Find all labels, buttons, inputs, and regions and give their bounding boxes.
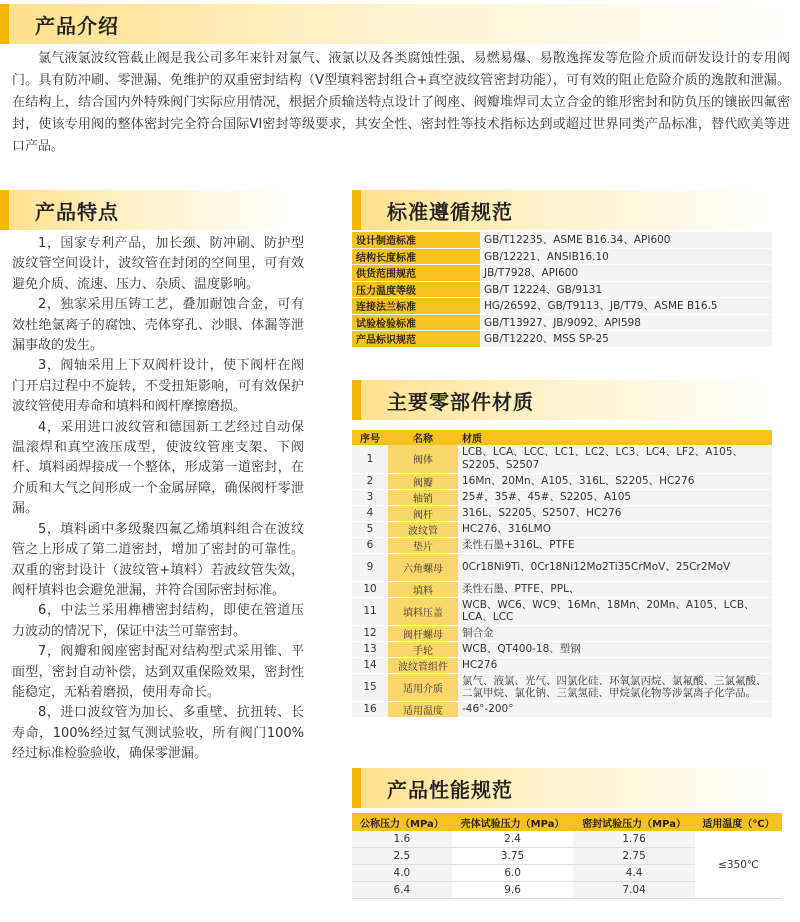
table-row — [352, 281, 772, 298]
table-row — [352, 537, 772, 553]
perf-cell: 6.4 — [352, 882, 452, 899]
section-title: 产品特点 — [35, 199, 119, 224]
table-row — [352, 489, 772, 505]
part-name: 适用介质 — [388, 673, 458, 701]
perf-cell: 2.4 — [452, 831, 574, 848]
part-material: LCB、LCA、LCC、LC1、LC2、LC3、LC4、LF2、A105、S2205、S2507 — [458, 445, 772, 473]
intro-paragraph: 氯气液氯波纹管截止阀是我公司多年来针对氯气、液氯以及各类腐蚀性强、易燃易爆、易散逸挥发等危险介质而研发设计的专用阀门。具有防冲刷、零泄漏、免维护的双重密封结构（V型填料密封组合+真空波纹管密封功能），可有效的阻止危险介质的逸散和泄漏。在结构上，结合国内外特殊阀门实际应用情况，根据介质输送特点设计了阀座、阀瓣堆焊司太立合金的锥形密封和防负压的镶嵌四氟密封，使该专用阀的整体密封完全符合国际VI密封等级要求，其安全性、密封性等技术指标达到或超过世界同类产品标准，替代欧美等进口产品。 — [12, 51, 790, 154]
feature-item: 3，阀轴采用上下双阀杆设计，使下阀杆在阀门开启过程中不旋转，不受扭矩影响，可有效保护波纹管使用寿命和填料和阀杆摩擦磨损。 — [12, 358, 304, 415]
section-header-intro — [0, 4, 800, 44]
standard-value: HG/26592、GB/T9113、JB/T79、ASME B16.5 — [480, 298, 772, 315]
perf-cell: 9.6 — [452, 882, 574, 899]
part-material: 氯气、液氯、光气、四氯化硅、环氧氯丙烷、氯氟酸、三氯氟酸、二氯甲烷、氯化钠、三氯氢硅、甲烷氯化物等涉氯离子化学品。 — [458, 673, 772, 701]
header-bar — [352, 380, 361, 420]
part-name: 适用温度 — [388, 701, 458, 717]
row-number: 12 — [352, 625, 388, 641]
table-row — [352, 473, 772, 489]
perf-cell: 2.5 — [352, 848, 452, 865]
section-title: 标准遵循规范 — [387, 199, 513, 224]
part-material: WCB、WC6、WC9、16Mn、18Mn、20Mn、A105、LCB、LCA、LCC — [458, 597, 772, 625]
table-row — [352, 641, 772, 657]
section-header-standards — [352, 190, 782, 230]
table-row — [352, 521, 772, 537]
temperature-value: ≤350℃ — [695, 831, 782, 899]
table-row — [352, 248, 772, 265]
header-bar — [352, 768, 361, 808]
table-row — [352, 657, 772, 673]
header-bar — [0, 4, 9, 44]
row-number: 1 — [352, 445, 388, 473]
standard-value: GB/T12235、ASME B16.34、API600 — [480, 232, 772, 248]
standard-label: 结构长度标准 — [352, 248, 480, 265]
table-row — [352, 232, 772, 248]
row-number: 14 — [352, 657, 388, 673]
table-row — [352, 625, 772, 641]
table-row — [352, 597, 772, 625]
part-name: 阀瓣 — [388, 473, 458, 489]
feature-item: 4，采用进口波纹管和德国新工艺经过自动保温滚焊和真空液压成型，使波纹管座支架、下阀杆、填料函焊接成一个整体，形成第一道密封，在介质和大气之间形成一个金属屏障，确保阀杆零泄漏。 — [12, 419, 304, 517]
section-title: 主要零部件材质 — [387, 389, 534, 414]
col-shell-test: 壳体试验压力（MPa） — [452, 813, 574, 831]
table-row — [352, 265, 772, 282]
part-material: HC276 — [458, 657, 772, 673]
row-number: 13 — [352, 641, 388, 657]
table-row — [352, 505, 772, 521]
col-nominal-pressure: 公称压力（MPa） — [352, 813, 452, 831]
col-seal-test: 密封试验压力（MPa） — [573, 813, 695, 831]
row-number: 11 — [352, 597, 388, 625]
standard-label: 连接法兰标准 — [352, 298, 480, 315]
row-number: 6 — [352, 537, 388, 553]
performance-table — [352, 813, 782, 899]
feature-item: 7，阀瓣和阀座密封配对结构型式采用锥、平面型，密封自动补偿，达到双重保险效果，密封性能稳定，无粘着磨损，使用寿命长。 — [12, 644, 304, 700]
materials-table — [352, 430, 772, 718]
section-header-materials — [352, 380, 782, 420]
row-number: 9 — [352, 553, 388, 581]
row-number: 4 — [352, 505, 388, 521]
perf-cell: 6.0 — [452, 865, 574, 882]
row-number: 15 — [352, 673, 388, 701]
table-row — [352, 553, 772, 581]
perf-cell: 2.75 — [573, 848, 695, 865]
standard-label: 产品标识规范 — [352, 331, 480, 348]
standard-label: 设计制造标准 — [352, 232, 480, 248]
perf-cell: 4.4 — [573, 865, 695, 882]
part-name: 阀体 — [388, 445, 458, 473]
perf-cell: 4.0 — [352, 865, 452, 882]
part-name: 填料 — [388, 581, 458, 597]
table-row — [352, 331, 772, 348]
feature-item: 8，进口波纹管为加长、多重壁、抗扭转、长寿命，100%经过氦气测试验收，所有阀门100%经过标准检验验收，确保零泄漏。 — [12, 705, 304, 762]
part-material: 0Cr18Ni9Ti、0Cr18Ni12Mo2Ti35CrMoV、25Cr2MoV — [458, 553, 772, 581]
col-name: 名称 — [388, 430, 458, 445]
table-row — [352, 314, 772, 331]
standard-value: GB/T 12224、GB/9131 — [480, 281, 772, 298]
part-name: 阀杆 — [388, 505, 458, 521]
feature-item: 5，填料函中多级聚四氟乙烯填料组合在波纹管之上形成了第二道密封，增加了密封的可靠性。双重的密封设计（波纹管+填料）若波纹管失效，阀杆填料也会避免泄漏，并符合国际密封标准。 — [12, 521, 304, 598]
header-bar — [352, 190, 361, 230]
section-title: 产品性能规范 — [387, 777, 513, 802]
standard-value: GB/12221、ANSIB16.10 — [480, 248, 772, 265]
standards-table — [352, 232, 772, 348]
perf-cell: 1.76 — [573, 831, 695, 848]
section-header-performance — [352, 768, 782, 808]
standard-value: GB/T13927、JB/9092、API598 — [480, 314, 772, 331]
part-material: -46°-200° — [458, 701, 772, 717]
table-row — [352, 581, 772, 597]
part-material: 柔性石墨、PTFE、PPL、 — [458, 581, 772, 597]
part-name: 手轮 — [388, 641, 458, 657]
standard-label: 供货范围规范 — [352, 265, 480, 282]
col-material: 材质 — [458, 430, 772, 445]
row-number: 3 — [352, 489, 388, 505]
part-name: 六角螺母 — [388, 553, 458, 581]
feature-item: 6，中法兰采用榫槽密封结构，即使在管道压力波动的情况下，保证中法兰可靠密封。 — [12, 603, 304, 639]
features-list — [12, 234, 304, 765]
part-name: 波纹管组件 — [388, 657, 458, 673]
feature-item: 2，独家采用压铸工艺，叠加耐蚀合金，可有效杜绝氯离子的腐蚀、壳体穿孔、沙眼、体漏等泄漏事故的发生。 — [12, 297, 304, 354]
header-bar — [0, 190, 9, 230]
perf-cell: 1.6 — [352, 831, 452, 848]
table-row — [352, 701, 772, 717]
part-material: HC276、316LMO — [458, 521, 772, 537]
standard-label: 压力温度等级 — [352, 281, 480, 298]
part-material: 25#、35#、45#、S2205、A105 — [458, 489, 772, 505]
table-row — [352, 831, 782, 848]
part-name: 轴销 — [388, 489, 458, 505]
section-title: 产品介绍 — [35, 13, 119, 38]
part-name: 阀杆螺母 — [388, 625, 458, 641]
table-row — [352, 445, 772, 473]
perf-cell: 3.75 — [452, 848, 574, 865]
row-number: 2 — [352, 473, 388, 489]
col-no: 序号 — [352, 430, 388, 445]
feature-item: 1，国家专利产品，加长颈、防冲刷、防护型波纹管空间设计，波纹管在封闭的空间里，可有效避免介质、流速、压力、杂质、温度影响。 — [12, 236, 304, 292]
part-material: 316L、S2205、S2507、HC276 — [458, 505, 772, 521]
standard-value: GB/T12220、MSS SP-25 — [480, 331, 772, 348]
perf-cell: 7.04 — [573, 882, 695, 899]
row-number: 10 — [352, 581, 388, 597]
part-material: WCB、QT400-18、塑钢 — [458, 641, 772, 657]
section-header-features — [0, 190, 300, 230]
table-row — [352, 298, 772, 315]
part-material: 铜合金 — [458, 625, 772, 641]
part-name: 波纹管 — [388, 521, 458, 537]
part-material: 16Mn、20Mn、A105、316L、S2205、HC276 — [458, 473, 772, 489]
part-name: 填料压盖 — [388, 597, 458, 625]
table-row — [352, 673, 772, 701]
standard-value: JB/T7928、API600 — [480, 265, 772, 282]
row-number: 16 — [352, 701, 388, 717]
col-temperature: 适用温度（℃） — [695, 813, 782, 831]
part-name: 垫片 — [388, 537, 458, 553]
standard-label: 试验检验标准 — [352, 314, 480, 331]
part-material: 柔性石墨+316L、PTFE — [458, 537, 772, 553]
row-number: 5 — [352, 521, 388, 537]
